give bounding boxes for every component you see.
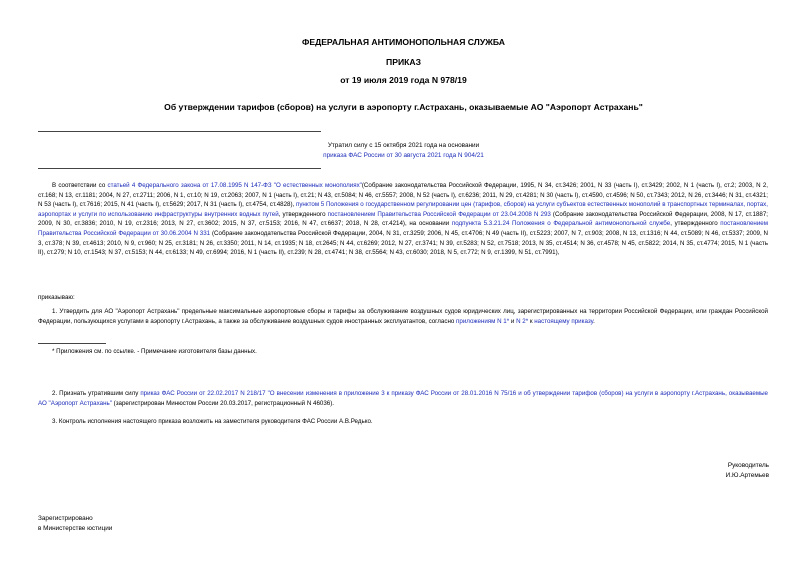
item-1-text: . [593,317,595,325]
this-order-link[interactable]: настоящему приказу [534,317,594,325]
status-note [0,141,807,161]
order-word: приказываю: [38,294,75,301]
item-1-text: 1. Утвердить для АО "Аэропорт Астрахань" предельные максимальные аэропортовые сборы и тарифы за обслуживание воздушных судов юридических лиц, зарегистрированных на территории Российской Федерации, или граждан Российской Федерации, пользующихся услугами в аэропорту г.Астрахань, а также за обслуживание воздушных судов иностранных эксплуатантов, согласно [38,308,768,325]
divider-top [38,131,321,132]
signature-block [726,461,769,480]
preamble-text: (Собрание законодательства Российской Федерации, 2004, N 31, ст.3259; 2006, N 45, ст.4706; N 49 (часть II), ст.5223; 2007, N 7, ст.903; 2008, N 13, ст.1316; N 44, ст.5089; N 46, ст.5337; 2009, N 3, ст.378; N 39, ст.4613; 2010, N 9, ст.960; N 25, ст.3181; N 26, ст.3350; 2011, N 14, ст.1935; N 18, ст.2645; N 44, ст.6269; 2012, N 27, ст.3741; N 39, ст.5283; N 52, ст.7518; 2013, N 35, ст.4514; N 36, ст.4578; N 45, ст.5822; 2014, N 35, ст.4774; 2015, N 1 (часть II), ст.279; N 10, ст.1543; N 37, ст.5153; N 44, ст.6133; N 49, ст.6994; 2016, N 1 (часть II), ст.239; N 28, ст.4741; N 38, ст.5564; N 43, ст.6030; 2018, N 5, ст.772; N 9, ст.1399, N 51, ст.7991), [38,229,769,257]
status-note-text: Утратил силу с 15 октября 2021 года на основании [327,142,480,149]
item-2-paragraph [38,389,768,408]
footnote [38,347,768,357]
appendix-1-link[interactable]: приложениям N 1* [456,317,510,325]
preamble-text: (Собрание законодательства Российской Федерации, 1995, N 34, ст.3426; 2001, N 33 (часть I), ст.3429; 2002, N 1 (часть I), ст.2; 2003, N 2, ст.168; N 13, ст.1181; 2004, N 27, ст.2711; 2006, N 1, ст.10; N 19, ст.2063; 2007, N 1 (часть I), ст.21; N 43, ст.5084; N 46, ст.5557; 2008, N 52 (часть I), ст.6236; 2011, N 29, ст.4281; N 30 (часть I), ст.4590, ст.4596; N 50, ст.7343; 2012, N 26, ст.3446; N 31, ст.4321; N 53 (часть I), ст.7616; 2015, N 41 (часть I), ст.5629; 2017, N 31 (часть I), ст.4754, ст.4828), [38,182,768,209]
preamble-paragraph [38,181,768,258]
regulation-link[interactable]: пунктом 5 Положения о государственном регулировании цен (тарифов, сборов) на услуги субъектов естественных монополий в транспортных терминалах, портах, аэропортах и услуги по использованию инфраструктуры внутренних водных путей [38,201,768,218]
item-2-text: 2. Признать утратившим силу [52,390,141,397]
item-1-text: и [509,317,517,325]
preamble-text: В соответствии со [52,182,108,189]
document-date: от 19 июля 2019 года N 978/19 [340,75,467,85]
signatory-role: Руководитель [727,462,769,469]
status-note-link[interactable]: приказа ФАС России от 30 августа 2021 года N 904/21 [323,152,484,159]
decree-293-link[interactable]: постановлением Правительства Российской Федерации от 23.04.2008 N 293 [327,210,551,218]
fas-regulation-link[interactable]: подпункта 5.3.21.24 Положения о Федеральной антимонопольной службе [451,220,671,228]
divider-bottom [38,168,321,169]
registration-line-2: в Министерстве юстиции [38,524,113,532]
item-2-text: (зарегистрирован Минюстом России 20.03.2017, регистрационный N 46036). [111,399,335,407]
document-type: ПРИКАЗ [386,57,421,67]
law-link[interactable]: статьей 4 Федерального закона от 17.08.1995 N 147-ФЗ "О естественных монополиях" [107,182,362,189]
appendix-2-link[interactable]: N 2* [516,317,529,325]
agency-name: ФЕДЕРАЛЬНАЯ АНТИМОНОПОЛЬНАЯ СЛУЖБА [302,37,505,47]
registration-line-1: Зарегистрировано [38,515,93,522]
decree-331-link[interactable]: постановлением Правительства Российской Федерации от 30.06.2004 N 331 [38,220,768,237]
document-title: Об утверждении тарифов (сборов) на услуги в аэропорту г.Астрахань, оказываемые АО "Аэропорт Астрахань" [164,102,643,112]
preamble-text: , утвержденного [278,210,328,218]
footnote-text: * Приложения см. по ссылке. - Примечание изготовителя базы данных. [52,348,257,355]
item-1-text: к [528,317,535,325]
item-1-paragraph [38,307,768,326]
registration-block [38,514,112,533]
item-3-paragraph [38,417,768,427]
preamble-text: , утвержденного [670,220,721,228]
repealed-order-link[interactable]: приказ ФАС России от 22.02.2017 N 218/17 "О внесении изменения в приложение 3 к приказу ФАС России от 28.01.2016 N 75/16 и об утверждении тарифов (сборов) на услуги в аэропорту г.Астрахань, оказываемые АО "Аэропорт Астрахань" [38,390,768,407]
item-3-text: 3. Контроль исполнения настоящего приказа возложить на заместителя руководителя ФАС России А.В.Редько. [52,418,373,425]
footnote-divider [38,343,106,344]
signatory-name: И.Ю.Артемьев [725,471,769,479]
preamble-text: (Собрание законодательства Российской Федерации, 2008, N 17, ст.1887; 2009, N 30, ст.3836; 2010, N 19, ст.2316; 2013, N 27, ст.3602; 2015, N 37, ст.5153; 2016, N 47, ст.6637; 2018, N 28, ст.4214), на основании [38,210,769,228]
